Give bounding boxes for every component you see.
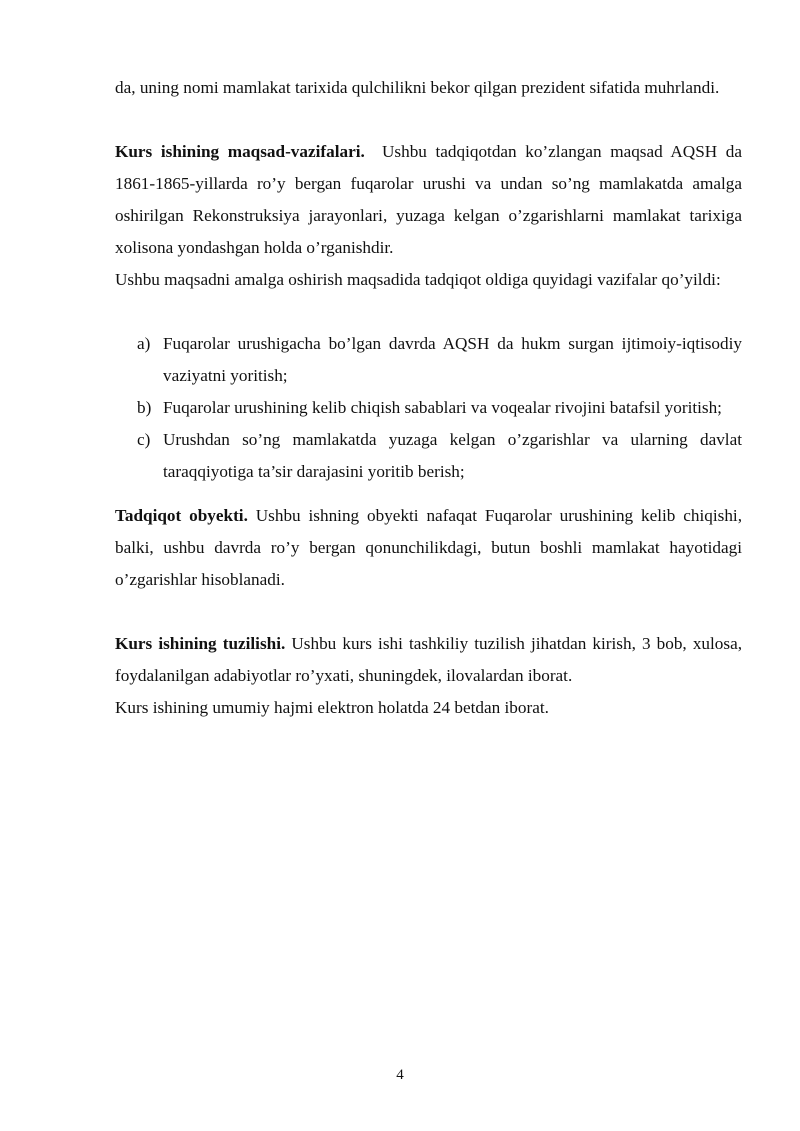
- object-heading: Tadqiqot obyekti.: [115, 506, 248, 525]
- list-item-text: Fuqarolar urushigacha bo’lgan davrda AQSH da hukm surgan ijtimoiy-iqtisodiy vaziyatni yoritish;: [163, 334, 742, 385]
- list-marker: b): [137, 398, 152, 417]
- aims-paragraph: [115, 136, 742, 264]
- list-item: [115, 392, 742, 424]
- object-paragraph: [115, 500, 742, 596]
- list-item-text: Urushdan so’ng mamlakatda yuzaga kelgan o’zgarishlar va ularning davlat taraqqiyotiga ta’sir darajasini yoritib berish;: [163, 430, 742, 481]
- object-text: Ushbu ishning obyekti nafaqat Fuqarolar urushining kelib chiqishi, balki, ushbu davrda ro’y bergan qonunchilikdagi, butun boshli mamlakat hayotidagi o’zgarishlar hisoblanadi.: [115, 506, 743, 589]
- document-page: [115, 72, 742, 724]
- tasks-intro-paragraph: Ushbu maqsadni amalga oshirish maqsadida tadqiqot oldiga quyidagi vazifalar qo’yildi:: [115, 270, 721, 289]
- structure-paragraph: [115, 628, 742, 692]
- spacer: [115, 596, 742, 628]
- spacer: [115, 488, 742, 500]
- tasks-list: [115, 328, 742, 488]
- list-marker: c): [137, 430, 151, 449]
- spacer: [115, 104, 742, 136]
- list-item-text: Fuqarolar urushining kelib chiqish sabablari va voqealar rivojini batafsil yoritish;: [163, 398, 722, 417]
- volume-paragraph: Kurs ishining umumiy hajmi elektron holatda 24 betdan iborat.: [115, 698, 549, 717]
- page-number: 4: [396, 1067, 404, 1083]
- spacer: [115, 296, 742, 328]
- structure-text: Ushbu kurs ishi tashkiliy tuzilish jihatdan kirish, 3 bob, xulosa, foydalanilgan adabiyotlar ro’yxati, shuningdek, ilovalardan iborat.: [115, 634, 742, 685]
- structure-heading: Kurs ishining tuzilishi.: [115, 634, 286, 653]
- aims-text: Ushbu tadqiqotdan ko’zlangan maqsad AQSH da 1861-1865-yillarda ro’y bergan fuqarolar urushi va undan so’ng mamlakatda amalga oshirilgan Rekonstruksiya jarayonlari, yuzaga kelgan o’zgarishlarni mamlakat tarixiga xolisona yondashgan holda o’rganishdir.: [115, 142, 743, 257]
- list-item: [115, 328, 742, 392]
- list-item: [115, 424, 742, 488]
- intro-paragraph: da, uning nomi mamlakat tarixida qulchilikni bekor qilgan prezident sifatida muhrlandi.: [115, 78, 720, 97]
- aims-heading: Kurs ishining maqsad-vazifalari.: [115, 142, 365, 161]
- list-marker: a): [137, 334, 151, 353]
